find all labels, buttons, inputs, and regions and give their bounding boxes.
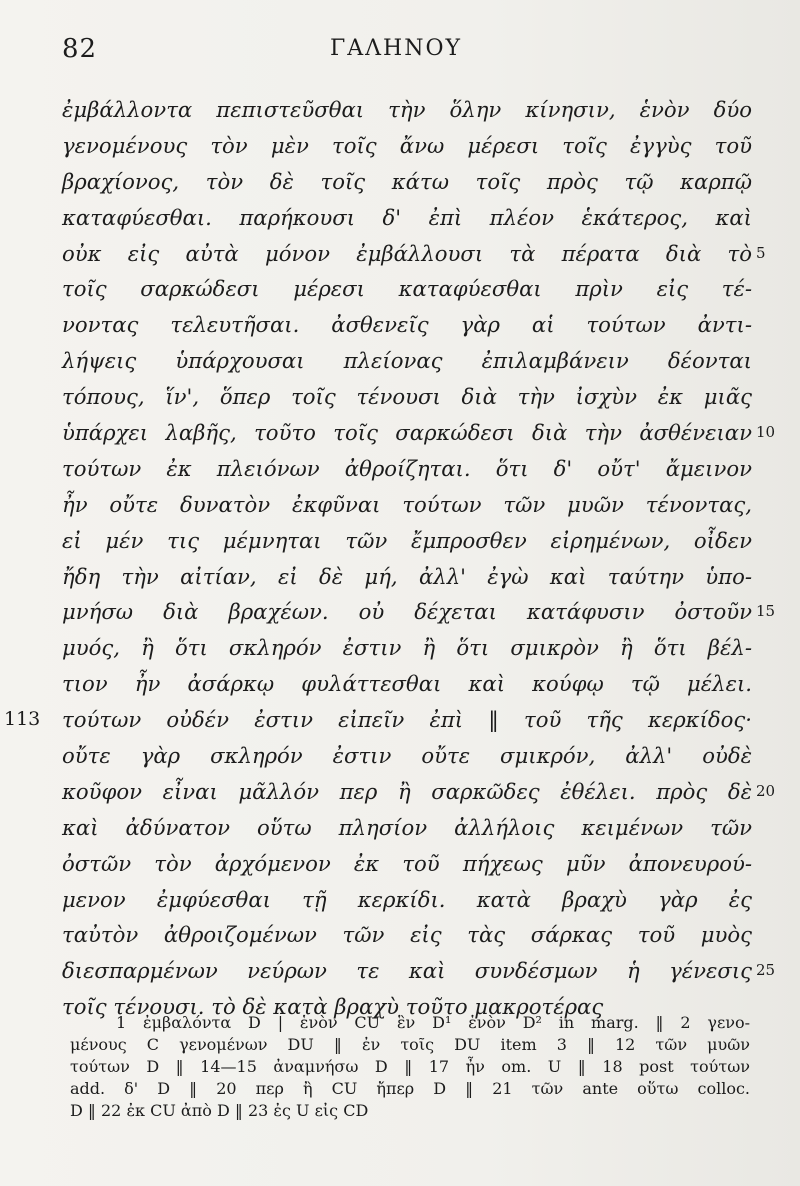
- text-line: [62, 630, 752, 666]
- line-number: 25: [756, 961, 776, 980]
- text-line-content: ἦν οὔτε δυνατὸν ἐκφῦναι τούτων τῶν μυῶν τένοντας,: [62, 491, 752, 517]
- text-line: [62, 738, 752, 774]
- text-line-content: ὀστῶν τὸν ἀρχόμενον ἐκ τοῦ πήχεως μῦν ἀπονευρού-: [62, 850, 752, 876]
- text-line: [62, 487, 752, 523]
- text-line: [62, 594, 776, 630]
- text-line-content: λήψεις ὑπάρχουσαι πλείονας ἐπιλαμβάνειν δέονται: [62, 348, 752, 374]
- text-line: [62, 164, 752, 200]
- page-number: 82: [62, 34, 98, 64]
- text-line-content: εἰ μέν τις μέμνηται τῶν ἔμπροσθεν εἰρημένων, οἶδεν: [62, 527, 752, 553]
- text-line-content: μενον ἐμφύεσθαι τῇ κερκίδι. κατὰ βραχὺ γὰρ ἐς: [62, 886, 752, 912]
- text-line: [62, 559, 752, 595]
- text-line-content: ταὐτὸν ἀθροιζομένων τῶν εἰς τὰς σάρκας τοῦ μυὸς: [62, 922, 752, 948]
- text-line-content: τοῖς τένουσι. τὸ δὲ κατὰ βραχὺ τοῦτο μακροτέρας: [62, 994, 604, 1020]
- text-line-content: τόπους, ἵν', ὅπερ τοῖς τένουσι διὰ τὴν ἰσχὺν ἐκ μιᾶς: [62, 384, 752, 410]
- line-number: 5: [756, 243, 766, 262]
- text-line: [62, 343, 752, 379]
- text-line-content: μυός, ἢ ὅτι σκληρόν ἐστιν ἢ ὅτι σμικρὸν ἢ ὅτι βέλ-: [62, 635, 752, 661]
- text-line: [62, 271, 752, 307]
- line-number: 20: [756, 781, 776, 800]
- critical-apparatus: [70, 1012, 750, 1122]
- apparatus-line: μένους C γενομένων DU ‖ ἐν τοῖς DU item 3 ‖ 12 τῶν μυῶν: [70, 1035, 750, 1054]
- line-number: 15: [756, 602, 776, 621]
- text-line-content: ὑπάρχει λαβῆς, τοῦτο τοῖς σαρκώδεσι διὰ τὴν ἀσθένειαν: [62, 420, 752, 446]
- running-head: ΓΑΛΗΝΟΥ: [330, 36, 463, 61]
- text-line-content: οὔτε γὰρ σκληρόν ἐστιν οὔτε σμικρόν, ἀλλ' οὐδὲ: [62, 743, 752, 769]
- text-line-content: ἤδη τὴν αἰτίαν, εἰ δὲ μή, ἀλλ' ἐγὼ καὶ ταύτην ὑπο-: [62, 563, 752, 589]
- text-line: [62, 379, 752, 415]
- text-line-content: νοντας τελευτῆσαι. ἀσθενεῖς γὰρ αἱ τούτων ἀντι-: [62, 312, 752, 338]
- text-line-content: οὐκ εἰς αὐτὰ μόνον ἐμβάλλουσι τὰ πέρατα διὰ τὸ: [62, 240, 752, 266]
- text-line-content: ἐμβάλλοντα πεπιστεῦσθαι τὴν ὅλην κίνησιν, ἑνὸν δύο: [62, 97, 752, 122]
- text-line-content: καταφύεσθαι. παρήκουσι δ' ἐπὶ πλέον ἑκάτερος, καὶ: [62, 204, 752, 230]
- page-header: [62, 34, 762, 74]
- text-line: [62, 523, 752, 559]
- text-line: [62, 810, 752, 846]
- text-line-content: καὶ ἀδύνατον οὕτω πλησίον ἀλλήλοις κειμένων τῶν: [62, 814, 752, 840]
- text-line-content: τοῖς σαρκώδεσι μέρεσι καταφύεσθαι πρὶν εἰς τέ-: [62, 276, 752, 302]
- text-line: [62, 882, 752, 918]
- text-line: [62, 451, 752, 487]
- text-line: [62, 307, 752, 343]
- apparatus-line: add. δ' D ‖ 20 περ ἢ CU ἤπερ D ‖ 21 τῶν ante οὕτω colloc.: [70, 1079, 750, 1098]
- text-line-content: μνήσω διὰ βραχέων. οὐ δέχεται κατάφυσιν ὀστοῦν: [62, 599, 752, 625]
- text-line: [62, 953, 776, 989]
- apparatus-line: 1 ἐμβαλόντα D | ἑνὸν CU ἓν D¹ ἑνὸν D² in marg. ‖ 2 γενο-: [116, 1013, 750, 1032]
- main-text: [4, 92, 776, 1025]
- text-line-content: τούτων ἐκ πλειόνων ἀθροίζηται. ὅτι δ' οὔτ' ἄμεινον: [62, 455, 752, 481]
- text-line: [62, 92, 752, 128]
- text-line: [62, 666, 752, 702]
- text-line: [62, 917, 752, 953]
- text-line: [62, 846, 752, 882]
- text-line-content: βραχίονος, τὸν δὲ τοῖς κάτω τοῖς πρὸς τῷ καρπῷ: [62, 168, 752, 194]
- apparatus-line: D ‖ 22 ἐκ CU ἀπὸ D ‖ 23 ἐς U εἰς CD: [70, 1101, 369, 1120]
- text-line: [62, 200, 752, 236]
- text-line: [62, 774, 776, 810]
- margin-reference: 113: [4, 708, 41, 731]
- text-line: [62, 236, 766, 272]
- text-line-content: διεσπαρμένων νεύρων τε καὶ συνδέσμων ἡ γένεσις: [62, 958, 752, 984]
- apparatus-line: τούτων D ‖ 14—15 ἀναμνήσω D ‖ 17 ἦν om. U ‖ 18 post τούτων: [70, 1057, 750, 1076]
- text-line-content: κοῦφον εἶναι μᾶλλόν περ ἢ σαρκῶδες ἐθέλει. πρὸς δὲ: [62, 778, 752, 804]
- text-line-content: τούτων οὐδέν ἐστιν εἰπεῖν ἐπὶ ‖ τοῦ τῆς κερκίδος·: [62, 707, 752, 733]
- text-line: [62, 128, 752, 164]
- text-line-content: τιον ἦν ἀσάρκῳ φυλάττεσθαι καὶ κούφῳ τῷ μέλει.: [62, 671, 752, 697]
- text-line: [4, 702, 752, 738]
- line-number: 10: [756, 423, 776, 442]
- text-line-content: γενομένους τὸν μὲν τοῖς ἄνω μέρεσι τοῖς ἐγγὺς τοῦ: [62, 132, 752, 158]
- text-line: [62, 415, 776, 451]
